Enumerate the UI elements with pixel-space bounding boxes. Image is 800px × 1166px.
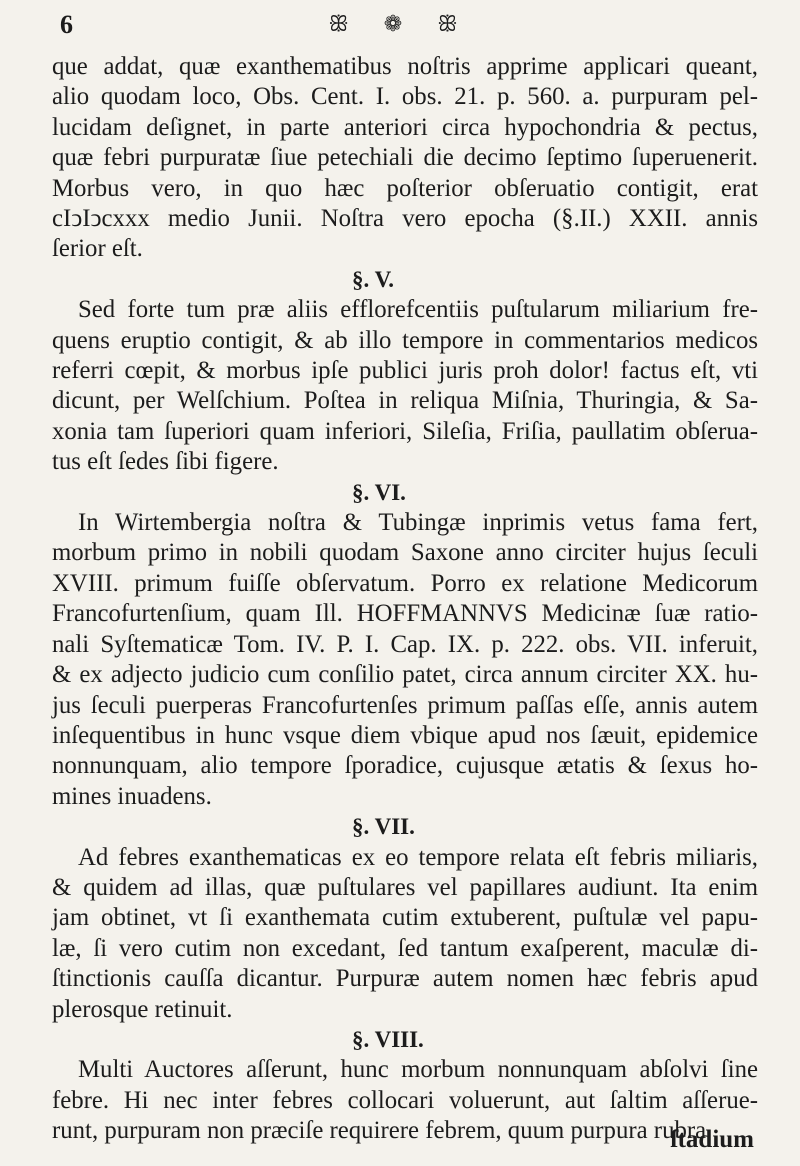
text-line: plerosque retinuit. [52,995,233,1023]
text-line: que addat, quæ exanthematibus noſtris apprime applicari queant, [52,53,758,80]
text-line: Ad febres exanthematicas ex eo tempore relata eſt febris miliaris, [78,843,758,871]
text-line: inſequentibus in hunc vsque diem vbique apud nos ſæuit, epidemice [52,721,758,749]
paragraph [52,52,758,265]
header-ornament: ꕥ ❁ ꕥ [328,12,472,37]
text-line: tus eſt ſedes ſibi figere. [52,448,279,476]
text-line: lucidam deſignet, in parte anteriori circa hypochondria & pectus, [52,113,758,141]
text-line: dicunt, per Welſchium. Poſtea in reliqua Miſnia, Thuringia, & Sa- [52,387,758,415]
text-line: XVIII. primum fuiſſe obſervatum. Porro ex relatione Medicorum [52,569,758,597]
text-line: In Wirtembergia noſtra & Tubingæ inprimis vetus fama fert, [78,509,758,537]
text-line: nonnunquam, alio tempore ſporadice, cujusque ætatis & ſexus ho- [52,752,758,780]
text-line: cIↄIↄcxxx medio Junii. Noſtra vero epocha (§.II.) XXII. annis [52,205,758,233]
section-number: §. VIII. [352,1026,424,1052]
text-line: febre. Hi nec inter febres collocari voluerunt, aut ſaltim aſſerue- [52,1086,758,1114]
text-line: & ex adjecto judicio cum conſilio patet, circa annum circiter XX. hu- [52,661,758,689]
text-line: Sed forte tum præ aliis efflorefcentiis puſtularum miliarium fre- [78,296,758,324]
text-line: Francofurtenſium, quam Ill. HOFFMANNVS Medicinæ ſuæ ratio- [52,600,758,628]
page-header [0,8,800,48]
text-line: læ, ſi vero cutim non excedant, ſed tantum exaſperent, maculæ di- [52,934,758,962]
paragraph [52,1055,758,1146]
section-number: §. VI. [352,479,406,505]
section-number: §. V. [352,266,394,292]
text-line: Multi Auctores aſſerunt, hunc morbum nonnunquam abſolvi ſine [78,1056,758,1084]
text-line: nali Syſtematicæ Tom. IV. P. I. Cap. IX. p. 222. obs. VII. inferuit, [52,630,758,658]
section-number: §. VII. [352,814,415,840]
paragraph [52,843,758,1025]
section-heading [52,478,758,508]
text-line: jus ſeculi puerperas Francofurtenſes primum paſſas eſſe, annis autem [52,691,758,719]
page-number: 6 [60,10,73,39]
catchword: ſtadium [670,1126,754,1153]
text-line: & quidem ad illas, quæ puſtulares vel papillares audiunt. Ita enim [52,873,758,901]
section-heading [52,265,758,295]
paragraph [52,295,758,477]
text-line: Morbus vero, in quo hæc poſterior obſeruatio contigit, erat [52,174,758,202]
text-line: alio quodam loco, Obs. Cent. I. obs. 21. p. 560. a. purpuram pel- [52,83,758,111]
text-line: xonia tam ſuperiori quam inferiori, Sileſia, Friſia, paullatim obſerua- [52,417,758,445]
text-line: mines inuadens. [52,782,212,810]
text-line: quens eruptio contigit, & ab illo tempore in commentarios medicos [52,326,758,354]
text-line: referri cœpit, & morbus ipſe publici juris proh dolor! factus eſt, vti [52,357,758,385]
text-line: morbum primo in nobili quodam Saxone anno circiter hujus ſeculi [52,539,758,567]
text-body [52,52,758,1147]
text-line: runt, purpuram non præciſe requirere febrem, quum purpura rubra [52,1117,707,1145]
text-line: quæ febri purpuratæ ſiue petechiali die decimo ſeptimo ſuperuenerit. [52,144,758,172]
section-heading [52,1025,758,1055]
section-heading [52,812,758,842]
text-line: ſerior eſt. [52,235,143,263]
paragraph [52,508,758,812]
text-line: jam obtinet, vt ſi exanthemata cutim extuberent, puſtulæ vel papu- [52,904,758,932]
text-line: ſtinctionis cauſſa dicantur. Purpuræ autem nomen hæc febris apud [52,965,758,993]
